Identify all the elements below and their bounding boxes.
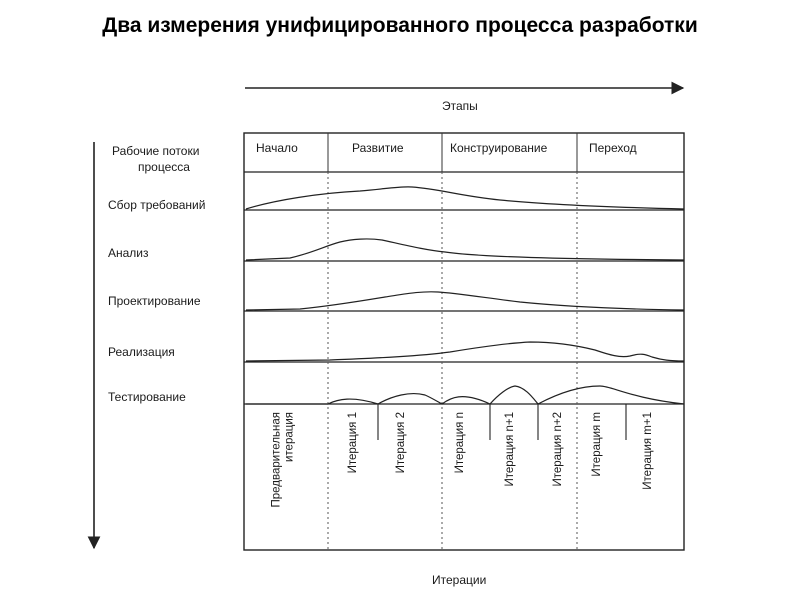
workflow-label-design: Проектирование [108,294,201,308]
iteration-label-7: Итерация m [591,412,603,477]
curve-requirements [246,187,684,209]
phases-axis-label: Этапы [442,99,478,113]
iteration-label-6: Итерация n+2 [552,412,564,487]
iteration-label-3: Итерация 2 [395,412,407,474]
iterations-axis-label: Итерации [432,573,487,587]
iteration-dividers [378,404,626,440]
workflow-label-requirements: Сбор требований [108,198,206,212]
curve-design [246,292,684,310]
iteration-label-5: Итерация n+1 [504,412,516,487]
phase-label-elaboration: Развитие [352,141,404,155]
curve-analysis [246,239,684,260]
phase-label-construction: Конструирование [450,141,548,155]
iteration-label-4: Итерация n [454,412,466,474]
curve-implementation [246,342,684,361]
diagram-title: Два измерения унифицированного процесса разработки [102,14,698,37]
iteration-label-8: Итерация m+1 [642,412,654,490]
workflows-header-line2: процесса [138,160,190,174]
workflow-label-testing: Тестирование [108,390,186,404]
workflow-label-implementation: Реализация [108,345,175,359]
iteration-label-1-line2: итерация [283,412,296,462]
workflows-header-line1: Рабочие потоки [112,144,200,158]
phase-dotted-dividers [328,172,577,550]
iteration-label-2: Итерация 1 [347,412,359,474]
workflow-label-analysis: Анализ [108,246,149,260]
iteration-label-1-line1: Предварительная [270,412,283,508]
phase-header-dividers [328,133,577,172]
phase-label-transition: Переход [589,141,637,155]
workflow-baselines [244,210,684,404]
phase-label-inception: Начало [256,141,298,155]
curve-testing [246,386,684,404]
